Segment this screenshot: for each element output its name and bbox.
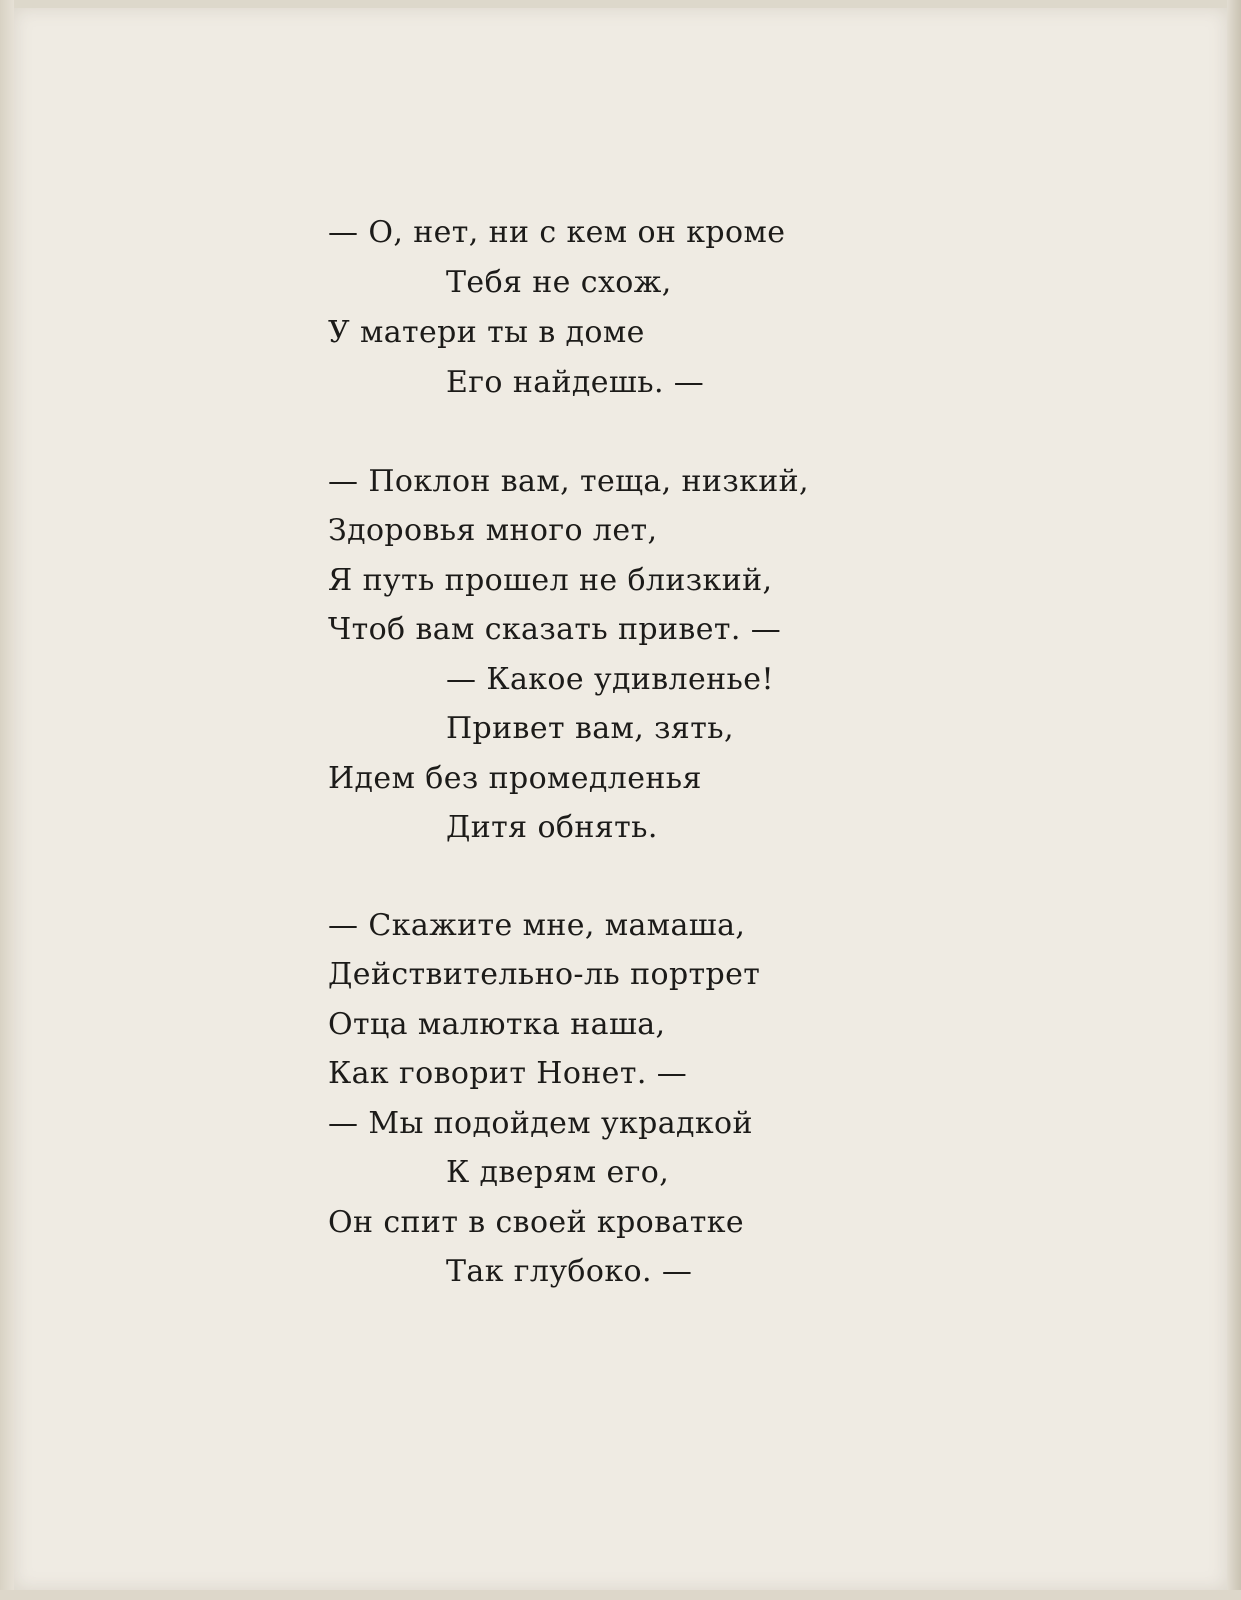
poem-line: Привет вам, зять, — [446, 711, 734, 746]
poem-line: Здоровья много лет, — [328, 513, 658, 548]
poem-line: Так глубоко. — — [446, 1254, 693, 1289]
poem-line: К дверям его, — [446, 1155, 670, 1190]
poem-line: Я путь прошел не близкий, — [328, 563, 773, 598]
poem-line: Дитя обнять. — [446, 810, 658, 845]
poem-line: — О, нет, ни с кем он кроме — [328, 215, 786, 250]
poem-line: Чтоб вам сказать привет. — — [328, 612, 782, 647]
poem-line: У матери ты в доме — [328, 315, 645, 350]
poem-line: Тебя не схож, — [446, 265, 672, 300]
poem-line: Отца малютка наша, — [328, 1007, 666, 1042]
poem-line: Действительно-ль портрет — [328, 957, 761, 992]
poem-line: Он спит в своей кроватке — [328, 1205, 745, 1240]
poem-line: Идем без промедленья — [328, 761, 702, 796]
poem-line: — Скажите мне, мамаша, — [328, 908, 746, 943]
poem-line: — Мы подойдем украдкой — [328, 1106, 753, 1141]
poem-line: Его найдешь. — — [446, 365, 705, 400]
poem-line: — Какое удивленье! — [446, 662, 774, 697]
poem-line: Как говорит Нонет. — — [328, 1056, 688, 1091]
poem-line: — Поклон вам, теща, низкий, — [328, 464, 809, 499]
